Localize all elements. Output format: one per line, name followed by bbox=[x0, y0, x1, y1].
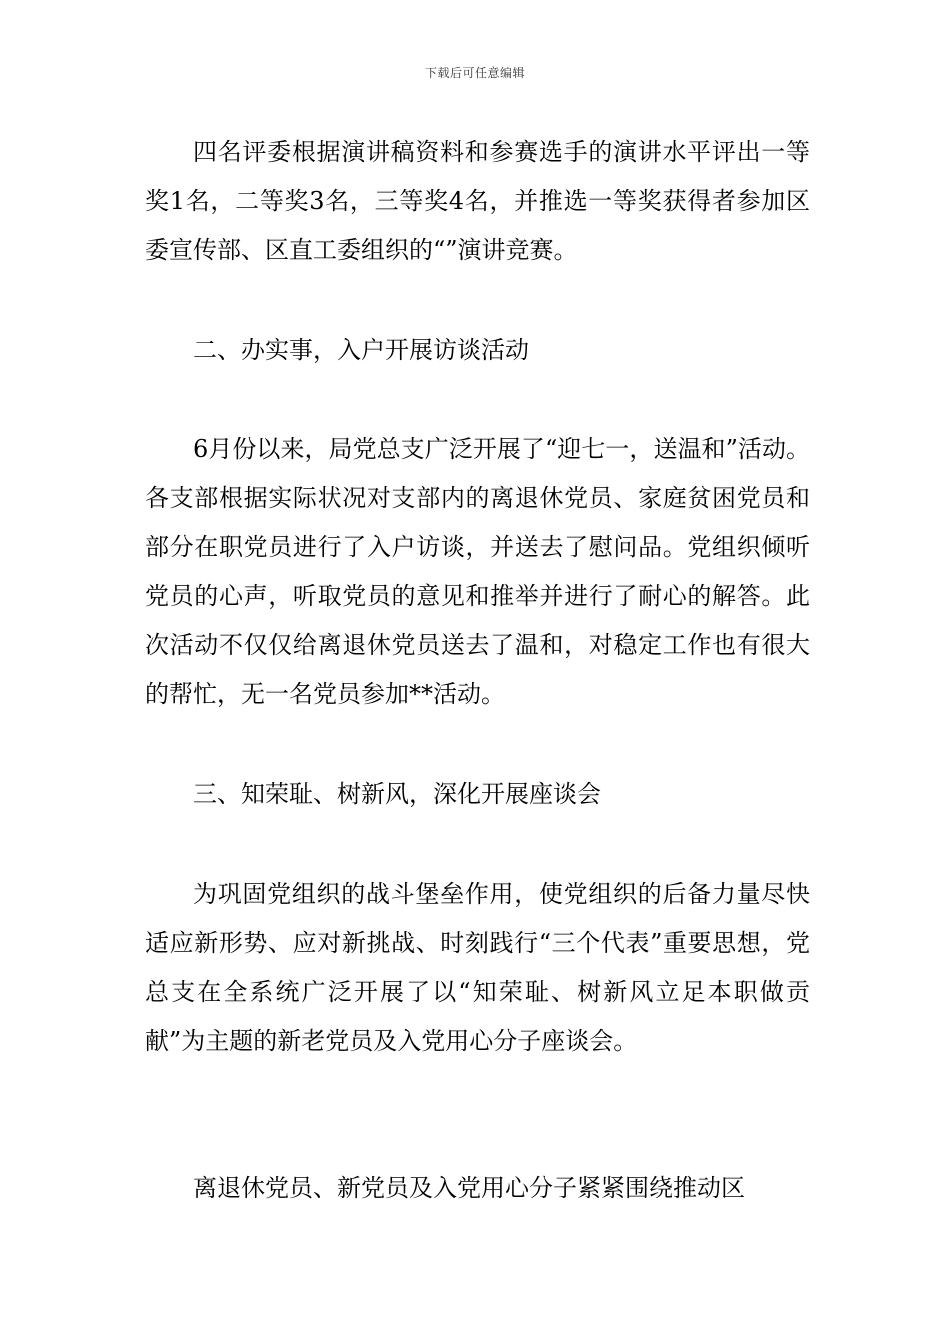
section-heading-2: 二、办实事，入户开展访谈活动 bbox=[193, 336, 529, 364]
section-heading-3: 三、知荣耻、树新风，深化开展座谈会 bbox=[193, 780, 601, 808]
paragraph-judges-awards: 四名评委根据演讲稿资料和参赛选手的演讲水平评出一等奖1名，二等奖3名，三等奖4名，并推选一等奖获得者参加区委宣传部、区直工委组织的“”演讲竞赛。 bbox=[145, 138, 810, 264]
paragraph-symposium: 为巩固党组织的战斗堡垒作用，使党组织的后备力量尽快适应新形势、应对新挑战、时刻践行“三个代表”重要思想，党总支在全系统广泛开展了以“知荣耻、树新风立足本职做贡献”为主题的新老党员及入党用心分子座谈会。 bbox=[145, 880, 810, 1055]
paragraph-home-visits: 6月份以来，局党总支广泛开展了“迎七一，送温和”活动。各支部根据实际状况对支部内的离退休党员、家庭贫困党员和部分在职党员进行了入户访谈，并送去了慰问品。党组织倾听党员的心声，听取党员的意见和推举并进行了耐心的解答。此次活动不仅仅给离退休党员送去了温和，对稳定工作也有很大的帮忙，无一名党员参加**活动。 bbox=[145, 435, 810, 708]
header-note: 下载后可任意编辑 bbox=[424, 66, 525, 80]
paragraph-retired-members: 离退休党员、新党员及入党用心分子紧紧围绕推动区 bbox=[193, 1174, 745, 1202]
